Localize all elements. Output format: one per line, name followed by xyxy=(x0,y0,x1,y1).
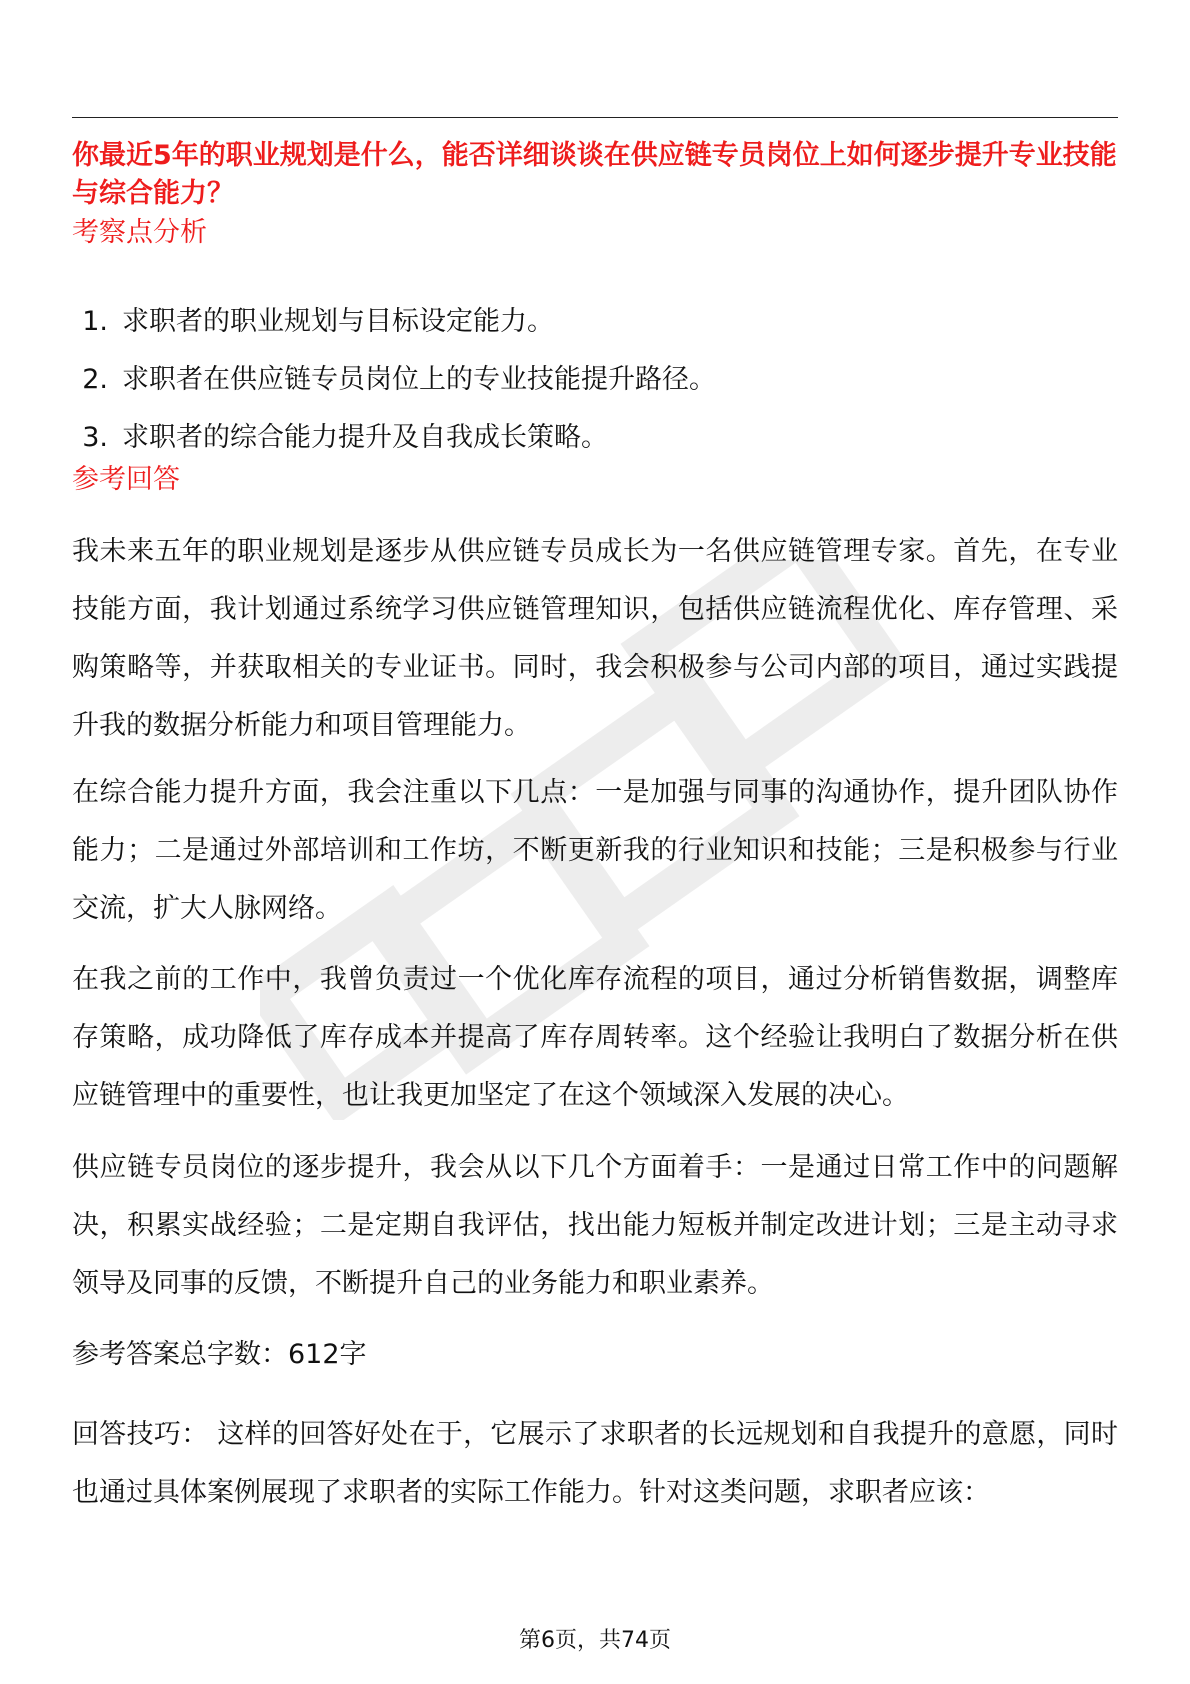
list-item xyxy=(72,419,1118,477)
answer-paragraph: 供应链专员岗位的逐步提升，我会从以下几个方面着手：一是通过日常工作中的问题解决，积累实战经验；二是定期自我评估，找出能力短板并制定改进计划；三是主动寻求领导及同事的反馈，不断提升自己的业务能力和职业素养。 xyxy=(72,1152,1118,1299)
word-count: 参考答案总字数：612字 xyxy=(72,1339,367,1370)
top-divider xyxy=(72,117,1118,118)
list-item-text: 求职者的综合能力提升及自我成长策略。 xyxy=(122,422,608,453)
list-item xyxy=(72,361,1118,419)
question-title: 你最近5年的职业规划是什么，能否详细谈谈在供应链专员岗位上如何逐步提升专业技能与综合能力？ xyxy=(72,140,1117,209)
list-item-text: 求职者在供应链专员岗位上的专业技能提升路径。 xyxy=(122,364,716,395)
list-item-number: 3. xyxy=(82,422,108,453)
answer-tips: 回答技巧： 这样的回答好处在于，它展示了求职者的长远规划和自我提升的意愿，同时也通过具体案例展现了求职者的实际工作能力。针对这类问题，求职者应该： xyxy=(72,1419,1118,1508)
page-number: 第6页，共74页 xyxy=(519,1628,671,1653)
answer-heading: 参考回答 xyxy=(72,464,180,495)
list-item-text: 求职者的职业规划与目标设定能力。 xyxy=(122,306,554,337)
answer-paragraph: 在我之前的工作中，我曾负责过一个优化库存流程的项目，通过分析销售数据，调整库存策略，成功降低了库存成本并提高了库存周转率。这个经验让我明白了数据分析在供应链管理中的重要性，也让我更加坚定了在这个领域深入发展的决心。 xyxy=(72,964,1118,1111)
answer-paragraph: 我未来五年的职业规划是逐步从供应链专员成长为一名供应链管理专家。首先，在专业技能方面，我计划通过系统学习供应链管理知识，包括供应链流程优化、库存管理、采购策略等，并获取相关的专业证书。同时，我会积极参与公司内部的项目，通过实践提升我的数据分析能力和项目管理能力。 xyxy=(72,536,1118,741)
list-item-number: 2. xyxy=(82,364,108,395)
list-item xyxy=(72,303,1118,361)
analysis-points-list xyxy=(72,303,1118,477)
list-item-number: 1. xyxy=(82,306,108,337)
analysis-heading: 考察点分析 xyxy=(72,217,207,248)
answer-paragraph: 在综合能力提升方面，我会注重以下几点：一是加强与同事的沟通协作，提升团队协作能力；二是通过外部培训和工作坊，不断更新我的行业知识和技能；三是积极参与行业交流，扩大人脉网络。 xyxy=(72,777,1118,924)
